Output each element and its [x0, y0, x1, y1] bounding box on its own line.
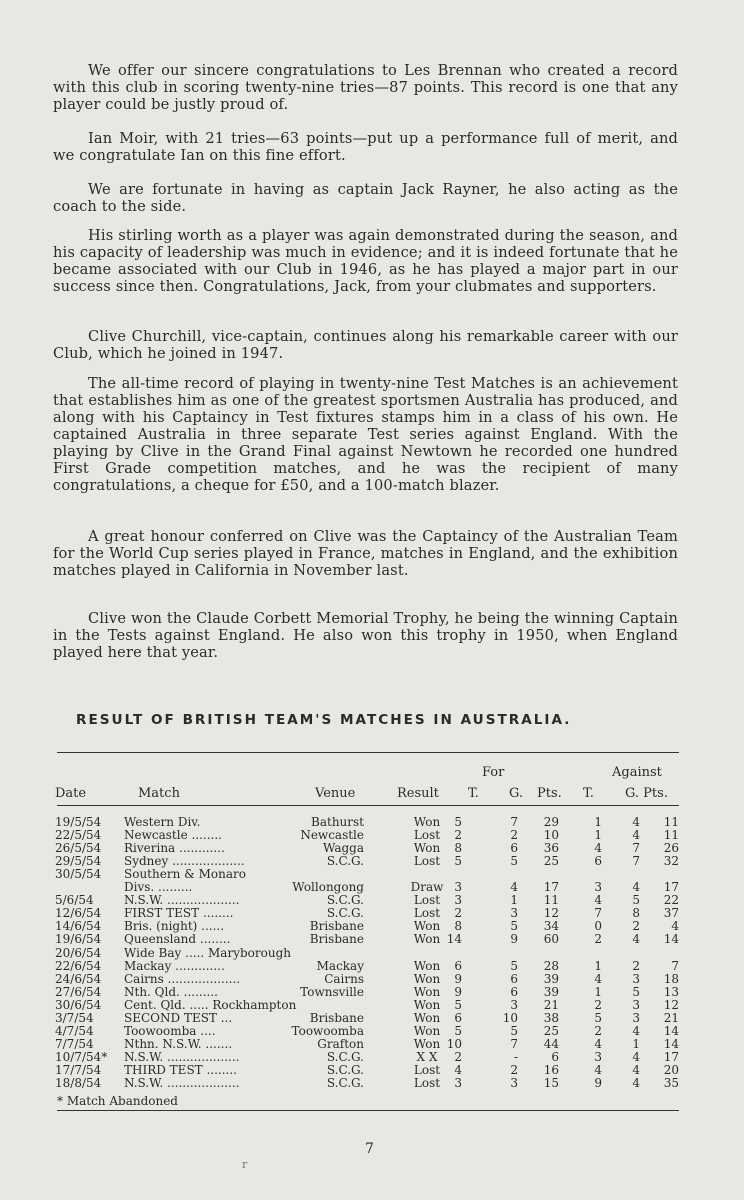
cell-venue: S.C.G.: [326, 906, 364, 921]
cell-against-tries: 1: [594, 958, 602, 973]
cell-for-points: 29: [543, 815, 559, 829]
header-for-goals: G.: [509, 786, 524, 801]
cell-venue: Newcastle: [300, 828, 364, 843]
cell-against-points: 20: [663, 1062, 679, 1077]
cell-venue: Brisbane: [309, 919, 364, 934]
cell-for-points: 36: [543, 841, 559, 856]
cell-against-goals: 4: [632, 1076, 640, 1090]
cell-against-points: 11: [663, 828, 679, 843]
cell-date: 20/6/54: [55, 945, 102, 960]
cell-for-tries: 2: [454, 828, 462, 843]
cell-date: 17/7/54: [55, 1062, 102, 1077]
table-header-row: [0, 787, 744, 800]
cell-against-points: 14: [663, 1023, 679, 1038]
cell-for-points: 60: [543, 932, 559, 947]
cell-venue: Brisbane: [309, 932, 364, 947]
cell-match: Queensland ........: [124, 932, 231, 947]
cell-against-points: 35: [663, 1076, 679, 1090]
cell-against-tries: 1: [594, 815, 602, 829]
cell-match: Mackay .............: [124, 958, 225, 973]
cell-result: Lost: [413, 1076, 441, 1090]
cell-match: SECOND TEST ...: [124, 1010, 233, 1025]
cell-result: Lost: [413, 854, 441, 869]
cell-date: 14/6/54: [55, 919, 102, 934]
cell-against-goals: 4: [632, 880, 640, 895]
cell-against-goals: 3: [632, 971, 640, 986]
cell-for-tries: 2: [454, 906, 462, 921]
paragraph-2: Ian Moir, with 21 tries—63 points—put up a performance full of merit, and we congratulate Ian on this fine effort.: [53, 130, 678, 164]
cell-match: Toowoomba ....: [124, 1023, 216, 1038]
paragraph-8: Clive won the Claude Corbett Memorial Trophy, he being the winning Captain in the Tests against England. He also won this trophy in 1950, when England played here that year.: [53, 610, 678, 661]
cell-for-tries: 3: [454, 1076, 462, 1090]
cell-date: 27/6/54: [55, 984, 102, 999]
cell-for-points: 12: [543, 906, 559, 921]
cell-date: 10/7/54*: [55, 1049, 108, 1064]
cell-for-tries: 8: [454, 841, 462, 856]
table-footnote: * Match Abandoned: [57, 1094, 178, 1108]
cell-against-points: 17: [663, 880, 679, 895]
cell-match: Cent. Qld. ..... Rockhampton: [124, 997, 297, 1012]
table-row: [0, 1077, 744, 1090]
cell-for-goals: 7: [510, 1036, 518, 1051]
cell-date: 7/7/54: [55, 1036, 94, 1051]
cell-result: Won: [413, 1010, 441, 1025]
cell-match: Riverina ............: [124, 841, 225, 856]
cell-for-tries: 8: [454, 919, 462, 934]
cell-for-tries: 3: [454, 893, 462, 908]
cell-match: N.S.W. ...................: [124, 1076, 240, 1090]
cell-against-points: 13: [663, 984, 679, 999]
cell-match: Cairns ...................: [124, 971, 241, 986]
cell-match: Sydney ...................: [124, 854, 245, 869]
cell-date: 24/6/54: [55, 971, 102, 986]
cell-for-tries: 9: [454, 971, 462, 986]
cell-result: X X: [416, 1049, 438, 1064]
cell-result: Won: [413, 815, 441, 829]
cell-against-goals: 3: [632, 1010, 640, 1025]
table-row: [0, 933, 744, 946]
cell-venue: S.C.G.: [326, 1062, 364, 1077]
cell-for-goals: 5: [510, 958, 518, 973]
cell-for-goals: 4: [510, 880, 518, 895]
header-for-points: Pts.: [537, 786, 562, 801]
cell-result: Won: [413, 919, 441, 934]
cell-venue: Toowoomba: [291, 1023, 364, 1038]
cell-against-tries: 4: [594, 1062, 602, 1077]
cell-against-points: 37: [663, 906, 679, 921]
cell-venue: Bathurst: [311, 815, 364, 829]
cell-result: Draw: [410, 880, 444, 895]
cell-result: Won: [413, 997, 441, 1012]
cell-against-points: 21: [663, 1010, 679, 1025]
cell-date: 29/5/54: [55, 854, 102, 869]
table-row: [0, 894, 744, 907]
cell-for-goals: 3: [510, 906, 518, 921]
cell-date: 18/8/54: [55, 1076, 102, 1090]
cell-match: N.S.W. ...................: [124, 1049, 240, 1064]
cell-against-goals: 8: [632, 906, 640, 921]
cell-for-tries: 3: [454, 880, 462, 895]
cell-date: 26/5/54: [55, 841, 102, 856]
cell-against-points: 26: [663, 841, 679, 856]
table-row: [0, 1038, 744, 1051]
cell-result: Won: [413, 971, 441, 986]
cell-against-points: 18: [663, 971, 679, 986]
header-against: Against: [612, 765, 662, 780]
cell-for-goals: 2: [510, 1062, 518, 1077]
cell-against-tries: 0: [594, 919, 602, 934]
header-venue: Venue: [315, 786, 356, 801]
cell-match: Newcastle ........: [124, 828, 222, 843]
cell-for-tries: 14: [446, 932, 462, 947]
cell-for-goals: 6: [510, 984, 518, 999]
page-number: 7: [365, 1141, 374, 1157]
cell-against-tries: 6: [594, 854, 602, 869]
cell-venue: Mackay: [316, 958, 364, 973]
cell-date: 22/6/54: [55, 958, 102, 973]
cell-venue: S.C.G.: [326, 1076, 364, 1090]
table-top-rule: [57, 752, 679, 753]
cell-against-tries: 4: [594, 1036, 602, 1051]
cell-for-tries: 2: [454, 1049, 462, 1064]
cell-for-goals: 5: [510, 1023, 518, 1038]
cell-result: Won: [413, 958, 441, 973]
cell-for-points: 28: [543, 958, 559, 973]
cell-for-goals: 6: [510, 841, 518, 856]
cell-match: FIRST TEST ........: [124, 906, 234, 921]
cell-date: 5/6/54: [55, 893, 94, 908]
cell-venue: S.C.G.: [326, 1049, 364, 1064]
paragraph-7: A great honour conferred on Clive was the Captaincy of the Australian Team for the World Cup series played in France, matches in England, and the exhibition matches played in California in November last.: [53, 528, 678, 579]
cell-result: Won: [413, 1023, 441, 1038]
cell-for-goals: 9: [510, 932, 518, 947]
header-for-tries: T.: [468, 786, 479, 801]
cell-for-points: 44: [543, 1036, 559, 1051]
cell-for-points: 25: [543, 1023, 559, 1038]
table-row: [0, 986, 744, 999]
cell-match: Bris. (night) ......: [124, 919, 225, 934]
cell-for-goals: 2: [510, 828, 518, 843]
cell-for-tries: 5: [454, 854, 462, 869]
cell-against-tries: 2: [594, 1023, 602, 1038]
cell-for-points: 6: [551, 1049, 559, 1064]
cell-for-points: 21: [543, 997, 559, 1012]
cell-for-goals: 5: [510, 854, 518, 869]
paragraph-4: His stirling worth as a player was again demonstrated during the season, and his capacity of leadership was much in evidence; and it is indeed fortunate that he became associated with our Club in 1946, as he has played a major part in our success since then. Congratulations, Jack, from your clubmates and supporters.: [53, 227, 678, 295]
table-row: [0, 1051, 744, 1064]
cell-date: 19/5/54: [55, 815, 102, 829]
table-row: [0, 907, 744, 920]
cell-for-points: 10: [543, 828, 559, 843]
cell-result: Won: [413, 932, 441, 947]
cell-against-tries: 4: [594, 841, 602, 856]
cell-date: 22/5/54: [55, 828, 102, 843]
table-row: [0, 960, 744, 973]
cell-for-tries: 6: [454, 958, 462, 973]
cell-against-points: 14: [663, 1036, 679, 1051]
cell-against-points: 17: [663, 1049, 679, 1064]
cell-for-goals: 3: [510, 997, 518, 1012]
cell-result: Lost: [413, 828, 441, 843]
cell-match: THIRD TEST ........: [124, 1062, 237, 1077]
paragraph-5: Clive Churchill, vice-captain, continues along his remarkable career with our Club, which he joined in 1947.: [53, 328, 678, 362]
cell-for-points: 17: [543, 880, 559, 895]
cell-match: Divs. .........: [124, 880, 193, 895]
cell-for-goals: 1: [510, 893, 518, 908]
cell-venue: Townsville: [300, 984, 364, 999]
cell-match: Southern & Monaro: [124, 867, 246, 882]
cell-against-tries: 2: [594, 932, 602, 947]
cell-against-goals: 5: [632, 893, 640, 908]
cell-against-tries: 9: [594, 1076, 602, 1090]
cell-for-tries: 5: [454, 997, 462, 1012]
header-against-tries: T.: [583, 786, 594, 801]
cell-for-points: 16: [543, 1062, 559, 1077]
table-row: [0, 973, 744, 986]
cell-against-tries: 7: [594, 906, 602, 921]
table-row: [0, 855, 744, 868]
cell-against-tries: 3: [594, 1049, 602, 1064]
cell-date: 30/6/54: [55, 997, 102, 1012]
cell-for-tries: 4: [454, 1062, 462, 1077]
cell-for-points: 39: [543, 984, 559, 999]
stray-mark: r: [242, 1158, 248, 1171]
paragraph-3: We are fortunate in having as captain Jack Rayner, he also acting as the coach to the side.: [53, 181, 678, 215]
cell-against-goals: 4: [632, 828, 640, 843]
cell-for-points: 38: [543, 1010, 559, 1025]
cell-date: 4/7/54: [55, 1023, 94, 1038]
cell-result: Lost: [413, 1062, 441, 1077]
cell-against-points: 22: [663, 893, 679, 908]
cell-date: 19/6/54: [55, 932, 102, 947]
cell-for-goals: 7: [510, 815, 518, 829]
cell-result: Won: [413, 1036, 441, 1051]
cell-against-tries: 4: [594, 893, 602, 908]
paragraph-6: The all-time record of playing in twenty-nine Test Matches is an achievement that establishes him as one of the greatest sportsmen Australia has produced, and along with his Captaincy in Test fixtures stamps him in a class of his own. He captained Australia in three separate Test series against England. With the playing by Clive in the Grand Final against Newtown he recorded one hundred First Grade competition matches, and he was the recipient of many congratulations, a cheque for £50, and a 100-match blazer.: [53, 375, 678, 494]
cell-for-goals: 3: [510, 1076, 518, 1090]
cell-against-goals: 4: [632, 1062, 640, 1077]
cell-for-tries: 10: [446, 1036, 462, 1051]
cell-match: Western Div.: [124, 815, 201, 829]
cell-venue: S.C.G.: [326, 893, 364, 908]
cell-against-goals: 3: [632, 997, 640, 1012]
table-bottom-rule: [57, 1110, 679, 1111]
cell-for-tries: 6: [454, 1010, 462, 1025]
cell-against-points: 12: [663, 997, 679, 1012]
cell-venue: Wagga: [323, 841, 364, 856]
table-row: [0, 868, 744, 881]
cell-against-points: 7: [671, 958, 679, 973]
cell-for-tries: 5: [454, 815, 462, 829]
cell-against-goals: 2: [632, 919, 640, 934]
cell-against-tries: 1: [594, 984, 602, 999]
cell-result: Won: [413, 841, 441, 856]
cell-for-goals: 6: [510, 971, 518, 986]
cell-venue: S.C.G.: [326, 854, 364, 869]
cell-for-tries: 5: [454, 1023, 462, 1038]
cell-venue: Cairns: [324, 971, 364, 986]
cell-for-points: 15: [543, 1076, 559, 1090]
table-row: [0, 1012, 744, 1025]
table-row: [0, 947, 744, 960]
cell-against-goals: 1: [632, 1036, 640, 1051]
paragraph-1: We offer our sincere congratulations to Les Brennan who created a record with this club in scoring twenty-nine tries—87 points. This record is one that any player could be justly proud of.: [53, 62, 678, 113]
cell-for-goals: 10: [502, 1010, 518, 1025]
cell-against-points: 32: [663, 854, 679, 869]
table-row: [0, 816, 744, 829]
header-date: Date: [55, 786, 87, 801]
cell-against-goals: 5: [632, 984, 640, 999]
table-row: [0, 1064, 744, 1077]
cell-venue: Brisbane: [309, 1010, 364, 1025]
cell-match: Nth. Qld. .........: [124, 984, 218, 999]
table-header-rule: [57, 805, 679, 806]
cell-against-goals: 4: [632, 932, 640, 947]
cell-match: Wide Bay ..... Maryborough: [124, 945, 291, 960]
cell-against-goals: 4: [632, 1023, 640, 1038]
cell-result: Lost: [413, 893, 441, 908]
cell-against-points: 11: [663, 815, 679, 829]
cell-against-tries: 1: [594, 828, 602, 843]
cell-against-goals: 7: [632, 854, 640, 869]
cell-date: 30/5/54: [55, 867, 102, 882]
header-match: Match: [138, 786, 180, 801]
header-result: Result: [397, 786, 439, 801]
table-title: RESULT OF BRITISH TEAM'S MATCHES IN AUSTRALIA.: [76, 712, 572, 728]
table-row: [0, 842, 744, 855]
cell-against-tries: 3: [594, 880, 602, 895]
cell-against-tries: 4: [594, 971, 602, 986]
cell-venue: Wollongong: [292, 880, 364, 895]
cell-match: Nthn. N.S.W. .......: [124, 1036, 233, 1051]
cell-result: Lost: [413, 906, 441, 921]
table-row: [0, 1025, 744, 1038]
cell-for-points: 25: [543, 854, 559, 869]
header-against-goals-points: G. Pts.: [625, 786, 668, 801]
table-row: [0, 920, 744, 933]
cell-date: 12/6/54: [55, 906, 102, 921]
cell-against-points: 4: [671, 919, 679, 934]
cell-against-goals: 4: [632, 1049, 640, 1064]
cell-against-points: 14: [663, 932, 679, 947]
cell-against-tries: 2: [594, 997, 602, 1012]
cell-against-goals: 7: [632, 841, 640, 856]
cell-for-points: 11: [543, 893, 559, 908]
table-row: [0, 829, 744, 842]
cell-against-goals: 2: [632, 958, 640, 973]
table-row: [0, 999, 744, 1012]
cell-date: 3/7/54: [55, 1010, 94, 1025]
cell-for-points: 34: [543, 919, 559, 934]
cell-result: Won: [413, 984, 441, 999]
cell-match: N.S.W. ...................: [124, 893, 240, 908]
cell-for-tries: 9: [454, 984, 462, 999]
header-for: For: [482, 765, 505, 780]
cell-for-goals: -: [513, 1049, 518, 1064]
cell-against-goals: 4: [632, 815, 640, 829]
cell-for-points: 39: [543, 971, 559, 986]
cell-venue: Grafton: [317, 1036, 364, 1051]
cell-for-goals: 5: [510, 919, 518, 934]
cell-against-tries: 5: [594, 1010, 602, 1025]
table-row: [0, 881, 744, 894]
